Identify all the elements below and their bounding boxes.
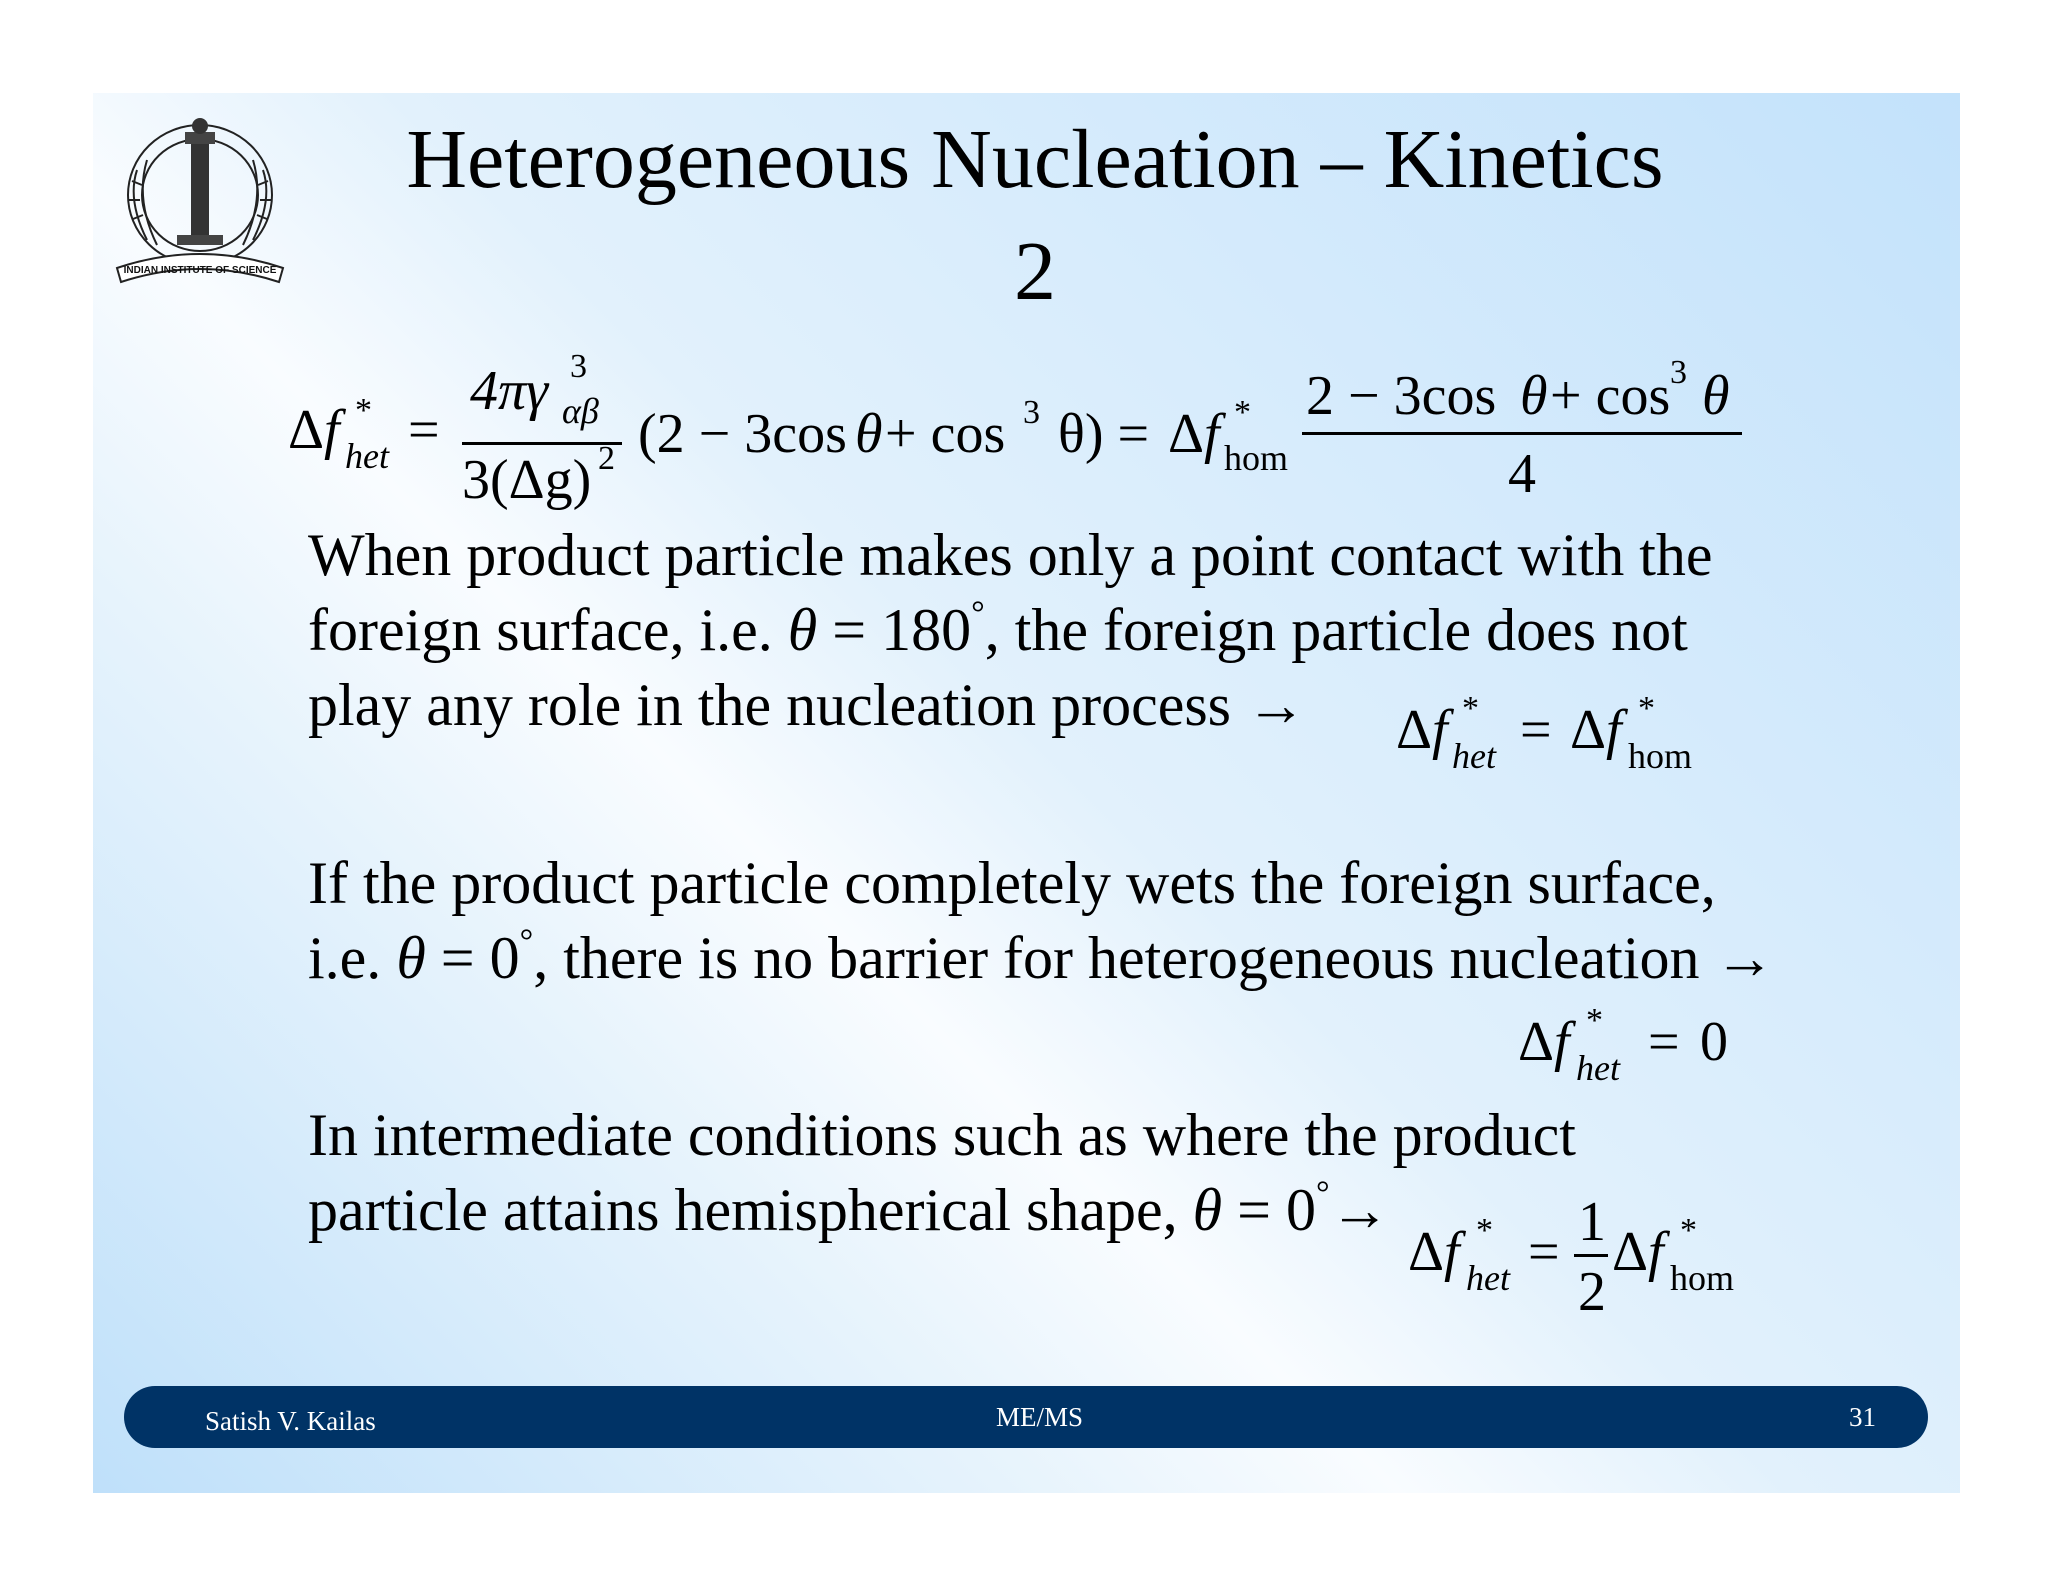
main-numerator: 4πγ (470, 360, 549, 422)
slide-title-line-2: 2 (1014, 225, 1056, 318)
paragraph-point-contact-line-1: When product particle makes only a point contact with the (308, 522, 1713, 588)
footer-page-number: 31 (1849, 1402, 1876, 1432)
half-fraction-bar (1574, 1254, 1608, 1257)
footer-course: ME/MS (996, 1402, 1084, 1432)
slide-title-line-1: Heterogeneous Nucleation – Kinetics (406, 113, 1664, 206)
institute-seal-logo (107, 100, 293, 286)
svg-text:INDIAN INSTITUTE OF SCIENCE: INDIAN INSTITUTE OF SCIENCE (123, 265, 277, 276)
footer-bar (124, 1386, 1928, 1448)
main-denominator: 3(Δg) (462, 449, 592, 511)
footer-author: Satish V. Kailas (205, 1406, 376, 1436)
paragraph-point-contact-line-3: play any role in the nucleation process → (308, 672, 1307, 738)
paragraph-complete-wetting-line-1: If the product particle completely wets the foreign surface, (308, 850, 1716, 916)
paragraph-hemispherical-line-2: particle attains hemispherical shape, θ = 0°→ (308, 1175, 1390, 1243)
paragraph-hemispherical-line-1: In intermediate conditions such as where the product (308, 1102, 1576, 1168)
right-fraction-bar (1302, 432, 1742, 435)
paragraph-point-contact-line-2: foreign surface, i.e. θ = 180°, the foreign particle does not (308, 595, 1688, 663)
paragraph-complete-wetting-line-2: i.e. θ = 0°, there is no barrier for heterogeneous nucleation → (308, 923, 1775, 991)
